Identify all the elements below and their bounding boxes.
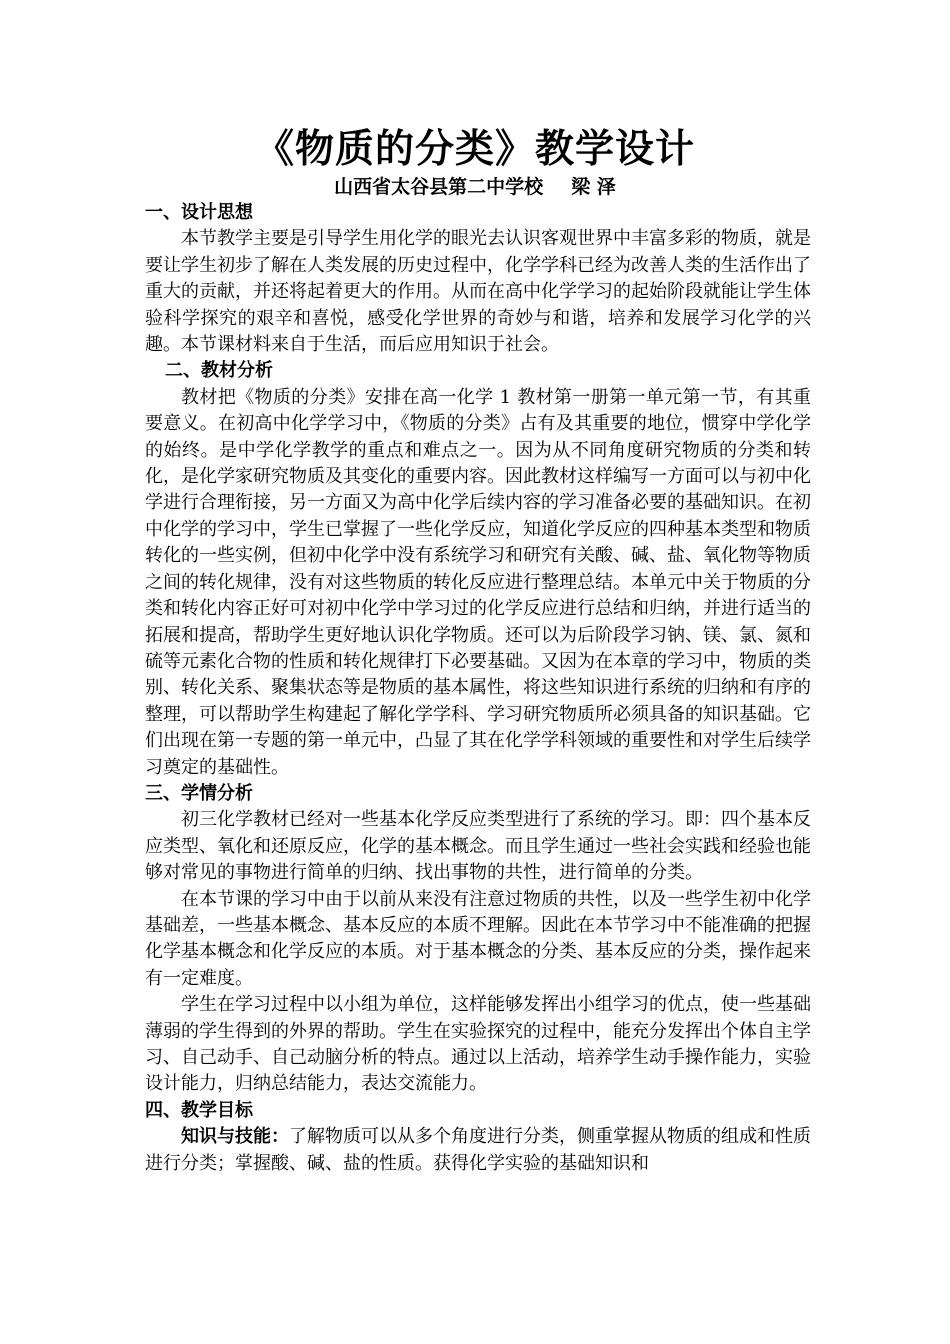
author-line <box>0 174 950 200</box>
document-body <box>145 200 811 1177</box>
paragraph-student-analysis-3: 学生在学习过程中以小组为单位，这样能够发挥出小组学习的优点，使一些基础薄弱的学生得到的外界的帮助。学生在实验探究的过程中，能充分发挥出个体自主学习、自己动手、自己动脑分析的特点。通过以上活动，培养学生动手操作能力，实验设计能力，归纳总结能力，表达交流能力。 <box>145 994 811 1095</box>
paragraph-textbook-analysis: 教材把《物质的分类》安排在高一化学 1 教材第一册第一单元第一节，有其重要意义。在初高中化学学习中，《物质的分类》占有及其重要的地位，惯穿中学化学的始终。是中学化学教学的重点和难点之一。因为从不同角度研究物质的分类和转化，是化学家研究物质及其变化的重要内容。因此教材这样编写一方面可以与初中化学进行合理衔接，另一方面又为高中化学后续内容的学习准备必要的基础知识。在初中化学的学习中，学生已掌握了一些化学反应，知道化学反应的四种基本类型和物质转化的一些实例，但初中化学中没有系统学习和研究有关酸、碱、盐、氧化物等物质之间的转化规律，没有对这些物质的转化反应进行整理总结。本单元中关于物质的分类和转化内容正好可对初中化学中学习过的化学反应进行总结和归纳，并进行适当的拓展和提高，帮助学生更好地认识化学物质。还可以为后阶段学习钠、镁、氯、氮和硫等元素化合物的性质和转化规律打下必要基础。又因为在本章的学习中，物质的类别、转化关系、聚集状态等是物质的基本属性，将这些知识进行系统的归纳和有序的整理，可以帮助学生构建起了解化学学科、学习研究物质所必须具备的知识基础。它们出现在第一专题的第一单元中，凸显了其在化学学科领域的重要性和对学生后续学习奠定的基础性。 <box>145 386 811 778</box>
knowledge-skills-label: 知识与技能： <box>181 1126 289 1148</box>
section-heading-teaching-goals: 四、教学目标 <box>145 1099 253 1121</box>
section-heading-student-analysis: 三、学情分析 <box>145 782 253 804</box>
school-name: 山西省太谷县第二中学校 <box>334 176 544 198</box>
document-title: 《物质的分类》教学设计 <box>254 126 695 172</box>
paragraph-student-analysis-2: 在本节课的学习中由于以前从来没有注意过物质的共性，以及一些学生初中化学基础差，一些基本概念、基本反应的本质不理解。因此在本节学习中不能准确的把握化学基本概念和化学反应的本质。对于基本概念的分类、基本反应的分类，操作起来有一定难度。 <box>145 888 811 989</box>
knowledge-skills-text: 了解物质可以从多个角度进行分类，侧重掌握从物质的组成和性质进行分类；掌握酸、碱、盐的性质。获得化学实验的基础知识和 <box>145 1126 811 1174</box>
paragraph-teaching-goals <box>145 1124 811 1177</box>
section-heading-textbook-analysis: 二、教材分析 <box>165 360 273 382</box>
paragraph-student-analysis-1: 初三化学教材已经对一些基本化学反应类型进行了系统的学习。即：四个基本反应类型、氧化和还原反应，化学的基本概念。而且学生通过一些社会实践和经验也能够对常见的事物进行简单的归纳、找出事物的共性，进行简单的分类。 <box>145 809 811 884</box>
paragraph-design-idea: 本节教学主要是引导学生用化学的眼光去认识客观世界中丰富多彩的物质，就是要让学生初步了解在人类发展的历史过程中，化学学科已经为改善人类的生活作出了重大的贡献，并还将起着更大的作用。从而在高中化学学习的起始阶段就能让学生体验科学探究的艰辛和喜悦，感受化学世界的奇妙与和谐，培养和发展学习化学的兴趣。本节课材料来自于生活，而后应用知识于社会。 <box>145 228 811 356</box>
author-name: 梁 泽 <box>571 176 616 198</box>
section-heading-design-idea: 一、设计思想 <box>145 202 253 223</box>
